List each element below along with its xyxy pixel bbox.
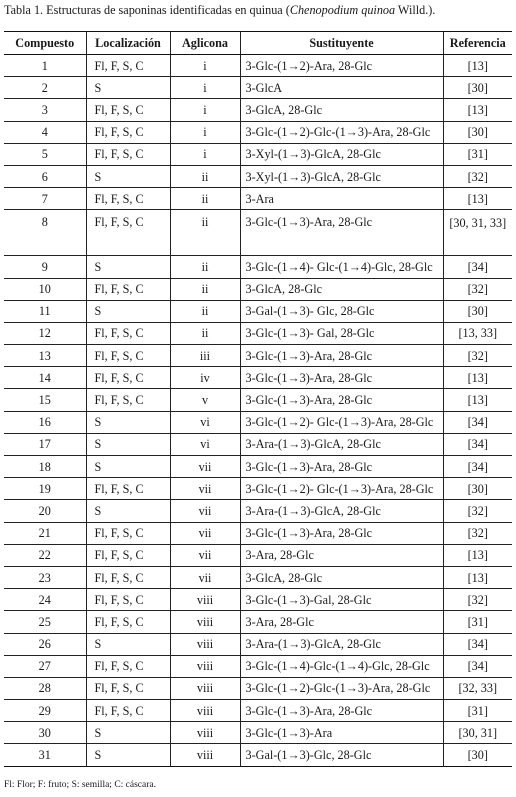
table-header-row [4,32,512,55]
cell-compuesto: 9 [4,256,86,278]
cell-referencia: [34] [443,633,512,655]
cell-sustituyente: 3-Glc-(1→3)-Ara, 28-Glc [240,389,443,411]
table-row [4,633,512,655]
cell-referencia: [30] [443,121,512,143]
cell-sustituyente: 3-Glc-(1→2)-Glc-(1→3)-Ara, 28-Glc [240,121,443,143]
cell-localizacion: Fl, F, S, C [86,544,170,566]
cell-referencia: [34] [443,456,512,478]
cell-compuesto: 4 [4,121,86,143]
cell-sustituyente: 3-Ara-(1→3)-GlcA, 28-Glc [240,433,443,455]
cell-referencia: [31] [443,700,512,722]
header-compuesto: Compuesto [4,32,86,55]
cell-localizacion: Fl, F, S, C [86,121,170,143]
cell-localizacion: Fl, F, S, C [86,700,170,722]
cell-aglicona: vi [170,411,240,433]
cell-referencia: [34] [443,655,512,677]
cell-aglicona: ii [170,210,240,256]
table-row [4,478,512,500]
cell-referencia: [30] [443,744,512,766]
cell-aglicona: i [170,77,240,99]
cell-sustituyente: 3-Glc-(1→4)-Glc-(1→4)-Glc, 28-Glc [240,655,443,677]
table-row [4,77,512,99]
table-row [4,165,512,187]
cell-sustituyente: 3-Glc-(1→2)- Glc-(1→3)-Ara, 28-Glc [240,411,443,433]
cell-aglicona: ii [170,256,240,278]
cell-localizacion: S [86,411,170,433]
cell-referencia: [32] [443,345,512,367]
table-row [4,566,512,588]
cell-localizacion: Fl, F, S, C [86,566,170,588]
cell-referencia: [32, 33] [443,677,512,699]
table-caption [4,3,435,18]
cell-referencia: [13] [443,544,512,566]
cell-sustituyente: 3-Glc-(1→3)- Gal, 28-Glc [240,322,443,344]
cell-referencia: [13] [443,566,512,588]
cell-sustituyente: 3-Glc-(1→3)-Ara, 28-Glc [240,700,443,722]
cell-sustituyente: 3-Glc-(1→3)-Ara, 28-Glc [240,345,443,367]
cell-aglicona: viii [170,677,240,699]
cell-compuesto: 17 [4,433,86,455]
cell-aglicona: i [170,121,240,143]
cell-compuesto: 8 [4,210,86,256]
cell-localizacion: Fl, F, S, C [86,55,170,77]
cell-sustituyente: 3-Glc-(1→3)-Ara, 28-Glc [240,522,443,544]
cell-aglicona: vii [170,478,240,500]
cell-aglicona: viii [170,633,240,655]
cell-aglicona: v [170,389,240,411]
cell-aglicona: vii [170,500,240,522]
table-row [4,99,512,121]
cell-referencia: [32] [443,500,512,522]
cell-referencia: [30, 31, 33] [443,210,512,256]
cell-compuesto: 2 [4,77,86,99]
table-row [4,500,512,522]
cell-compuesto: 28 [4,677,86,699]
cell-sustituyente: 3-Glc-(1→2)-Glc-(1→3)-Ara, 28-Glc [240,677,443,699]
cell-compuesto: 16 [4,411,86,433]
table-row [4,411,512,433]
table-row [4,121,512,143]
cell-compuesto: 19 [4,478,86,500]
cell-sustituyente: 3-Xyl-(1→3)-GlcA, 28-Glc [240,165,443,187]
cell-sustituyente: 3-Xyl-(1→3)-GlcA, 28-Glc [240,143,443,165]
cell-sustituyente: 3-Glc-(1→3)-Ara, 28-Glc [240,367,443,389]
cell-sustituyente: 3-Ara, 28-Glc [240,611,443,633]
cell-aglicona: viii [170,744,240,766]
header-referencia: Referencia [443,32,512,55]
cell-aglicona: ii [170,165,240,187]
table-row [4,611,512,633]
cell-referencia: [34] [443,433,512,455]
cell-localizacion: S [86,633,170,655]
table-row [4,744,512,766]
cell-compuesto: 30 [4,722,86,744]
cell-aglicona: vii [170,566,240,588]
cell-localizacion: Fl, F, S, C [86,478,170,500]
header-aglicona: Aglicona [170,32,240,55]
cell-compuesto: 21 [4,522,86,544]
cell-sustituyente: 3-Glc-(1→4)- Glc-(1→4)-Glc, 28-Glc [240,256,443,278]
cell-sustituyente: 3-Glc-(1→3)-Gal, 28-Glc [240,589,443,611]
cell-compuesto: 7 [4,188,86,210]
cell-referencia: [13] [443,389,512,411]
cell-referencia: [13] [443,188,512,210]
cell-referencia: [32] [443,278,512,300]
cell-localizacion: Fl, F, S, C [86,367,170,389]
cell-compuesto: 18 [4,456,86,478]
cell-localizacion: S [86,256,170,278]
table-row [4,433,512,455]
cell-localizacion: S [86,300,170,322]
cell-compuesto: 11 [4,300,86,322]
cell-aglicona: vii [170,544,240,566]
cell-referencia: [13] [443,99,512,121]
cell-aglicona: vii [170,456,240,478]
cell-compuesto: 26 [4,633,86,655]
cell-localizacion: Fl, F, S, C [86,522,170,544]
table-row [4,522,512,544]
cell-aglicona: vi [170,433,240,455]
cell-compuesto: 25 [4,611,86,633]
table-row [4,210,512,256]
table-row [4,544,512,566]
cell-localizacion: Fl, F, S, C [86,677,170,699]
cell-referencia: [32] [443,589,512,611]
table-row [4,389,512,411]
cell-sustituyente: 3-GlcA [240,77,443,99]
cell-localizacion: S [86,433,170,455]
cell-sustituyente: 3-Glc-(1→3)-Ara, 28-Glc [240,210,443,256]
cell-aglicona: viii [170,611,240,633]
cell-compuesto: 31 [4,744,86,766]
table-row [4,300,512,322]
cell-compuesto: 13 [4,345,86,367]
table-row [4,722,512,744]
cell-localizacion: Fl, F, S, C [86,611,170,633]
table-row [4,700,512,722]
cell-aglicona: i [170,143,240,165]
cell-localizacion: Fl, F, S, C [86,143,170,165]
cell-localizacion: S [86,722,170,744]
table-body [4,55,512,767]
table-row [4,143,512,165]
cell-compuesto: 22 [4,544,86,566]
cell-referencia: [34] [443,256,512,278]
cell-compuesto: 12 [4,322,86,344]
cell-localizacion: Fl, F, S, C [86,345,170,367]
table-row [4,456,512,478]
cell-referencia: [31] [443,611,512,633]
cell-referencia: [32] [443,522,512,544]
cell-localizacion: S [86,744,170,766]
cell-localizacion: Fl, F, S, C [86,389,170,411]
cell-sustituyente: 3-GlcA, 28-Glc [240,99,443,121]
cell-sustituyente: 3-Ara [240,188,443,210]
cell-compuesto: 27 [4,655,86,677]
cell-compuesto: 5 [4,143,86,165]
saponin-table [4,31,512,767]
cell-referencia: [30] [443,478,512,500]
cell-aglicona: ii [170,188,240,210]
cell-localizacion: Fl, F, S, C [86,322,170,344]
cell-aglicona: ii [170,278,240,300]
cell-compuesto: 6 [4,165,86,187]
cell-localizacion: Fl, F, S, C [86,655,170,677]
cell-compuesto: 15 [4,389,86,411]
cell-aglicona: i [170,55,240,77]
cell-sustituyente: 3-Glc-(1→3)-Ara [240,722,443,744]
cell-sustituyente: 3-Gal-(1→3)-Glc, 28-Glc [240,744,443,766]
caption-prefix: Tabla 1. Estructuras de saponinas identificadas en quinua ( [4,3,290,17]
caption-suffix: Willd.). [395,3,436,17]
cell-sustituyente: 3-GlcA, 28-Glc [240,278,443,300]
cell-referencia: [13, 33] [443,322,512,344]
cell-sustituyente: 3-Glc-(1→2)-Ara, 28-Glc [240,55,443,77]
cell-compuesto: 23 [4,566,86,588]
caption-species: Chenopodium quinoa [289,3,396,17]
cell-sustituyente: 3-Ara-(1→3)-GlcA, 28-Glc [240,633,443,655]
cell-aglicona: iii [170,345,240,367]
table-row [4,55,512,77]
table-row [4,322,512,344]
cell-aglicona: viii [170,722,240,744]
cell-localizacion: Fl, F, S, C [86,589,170,611]
table-row [4,345,512,367]
cell-sustituyente: 3-Gal-(1→3)- Glc, 28-Glc [240,300,443,322]
cell-referencia: [13] [443,55,512,77]
cell-aglicona: i [170,99,240,121]
cell-localizacion: S [86,165,170,187]
cell-localizacion: Fl, F, S, C [86,99,170,121]
cell-sustituyente: 3-Ara-(1→3)-GlcA, 28-Glc [240,500,443,522]
cell-localizacion: S [86,77,170,99]
table-row [4,256,512,278]
cell-aglicona: viii [170,700,240,722]
cell-aglicona: vii [170,522,240,544]
cell-aglicona: viii [170,655,240,677]
cell-referencia: [32] [443,165,512,187]
cell-localizacion: S [86,500,170,522]
table-row [4,677,512,699]
cell-compuesto: 14 [4,367,86,389]
cell-referencia: [31] [443,143,512,165]
cell-referencia: [30] [443,77,512,99]
table-row [4,278,512,300]
table-row [4,589,512,611]
cell-sustituyente: 3-Ara, 28-Glc [240,544,443,566]
cell-referencia: [30, 31] [443,722,512,744]
cell-aglicona: viii [170,589,240,611]
cell-localizacion: Fl, F, S, C [86,188,170,210]
table-row [4,188,512,210]
cell-referencia: [30] [443,300,512,322]
cell-sustituyente: 3-Glc-(1→3)-Ara, 28-Glc [240,456,443,478]
table-row [4,367,512,389]
cell-referencia: [34] [443,411,512,433]
cell-compuesto: 24 [4,589,86,611]
table-footnote: Fl: Flor; F: fruto; S: semilla; C: cáscara. [4,780,156,790]
cell-sustituyente: 3-GlcA, 28-Glc [240,566,443,588]
cell-aglicona: ii [170,300,240,322]
cell-localizacion: Fl, F, S, C [86,210,170,256]
header-sustituyente: Sustituyente [240,32,443,55]
table-row [4,655,512,677]
cell-compuesto: 1 [4,55,86,77]
cell-referencia: [13] [443,367,512,389]
cell-localizacion: S [86,456,170,478]
cell-sustituyente: 3-Glc-(1→2)- Glc-(1→3)-Ara, 28-Glc [240,478,443,500]
cell-aglicona: ii [170,322,240,344]
cell-localizacion: Fl, F, S, C [86,278,170,300]
cell-aglicona: iv [170,367,240,389]
cell-compuesto: 10 [4,278,86,300]
cell-compuesto: 29 [4,700,86,722]
header-localizacion: Localización [86,32,170,55]
cell-compuesto: 20 [4,500,86,522]
cell-compuesto: 3 [4,99,86,121]
